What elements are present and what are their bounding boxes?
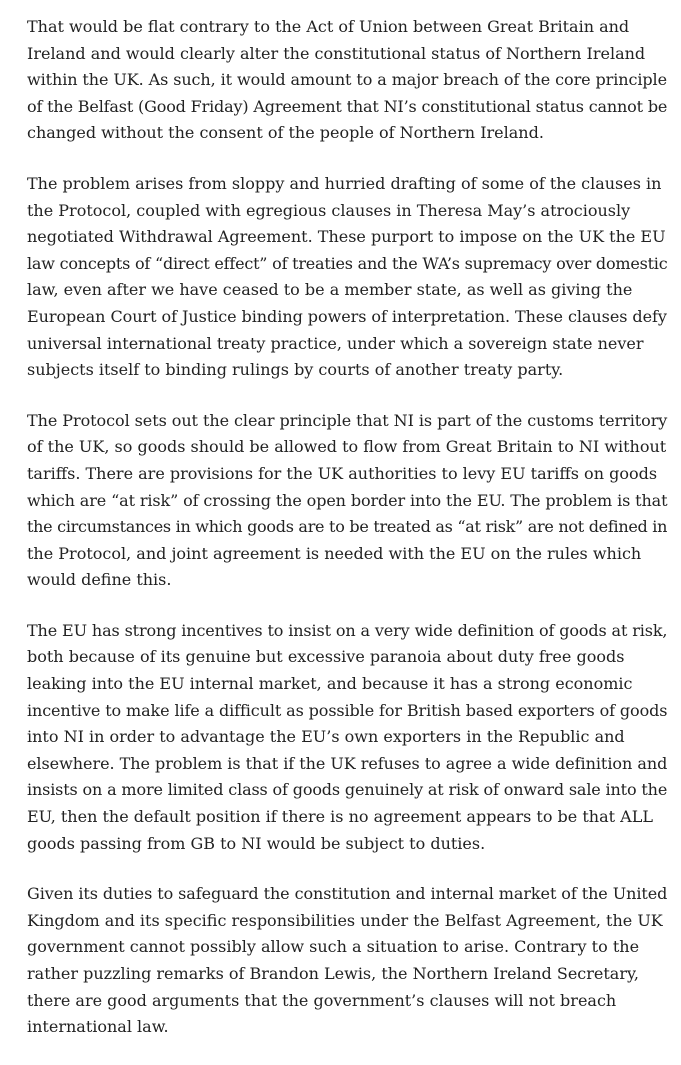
article-body — [27, 14, 667, 1065]
paragraph — [27, 618, 667, 857]
text-line: government cannot possibly allow such a situation to arise. Contrary to the — [27, 937, 640, 957]
text-line: law concepts of “direct effect” of treaties and the WA’s supremacy over domestic — [27, 253, 668, 273]
paragraph — [27, 881, 667, 1041]
text-line: of the Belfast (Good Friday) Agreement that NI’s constitutional status cannot be — [27, 96, 668, 116]
text-line: goods passing from GB to NI would be subject to duties. — [27, 833, 486, 853]
text-line: would define this. — [27, 570, 172, 590]
text-line: EU, then the default position if there is no agreement appears to be that ALL — [27, 807, 653, 827]
text-line: international law. — [27, 1017, 169, 1037]
text-line: tariffs. There are provisions for the UK authorities to levy EU tariffs on goods — [27, 463, 658, 483]
text-line: changed without the consent of the people of Northern Ireland. — [27, 123, 544, 143]
text-line: The EU has strong incentives to insist on a very wide definition of goods at risk, — [27, 620, 668, 640]
text-line: which are “at risk” of crossing the open border into the EU. The problem is that — [27, 490, 668, 510]
paragraph — [27, 14, 667, 147]
text-line: Kingdom and its specific responsibilities under the Belfast Agreement, the UK — [27, 910, 663, 930]
text-line: That would be flat contrary to the Act of Union between Great Britain and — [27, 17, 630, 36]
text-line: within the UK. As such, it would amount to a major breach of the core principle — [27, 70, 667, 90]
paragraph — [27, 171, 667, 384]
text-line: into NI in order to advantage the EU’s own exporters in the Republic and — [27, 727, 625, 747]
text-line: the Protocol, and joint agreement is needed with the EU on the rules which — [27, 543, 642, 563]
text-line: universal international treaty practice, under which a sovereign state never — [27, 333, 644, 353]
text-line: subjects itself to binding rulings by courts of another treaty party. — [27, 360, 564, 380]
text-line: European Court of Justice binding powers of interpretation. These clauses defy — [27, 306, 667, 326]
text-line: leaking into the EU internal market, and because it has a strong economic — [27, 674, 633, 694]
text-line: insists on a more limited class of goods genuinely at risk of onward sale into the — [27, 780, 668, 800]
text-line: both because of its genuine but excessive paranoia about duty free goods — [27, 647, 625, 667]
text-line: Given its duties to safeguard the constitution and internal market of the United — [27, 884, 668, 904]
text-line: there are good arguments that the government’s clauses will not breach — [27, 990, 617, 1010]
text-line: the circumstances in which goods are to be treated as “at risk” are not defined in — [27, 517, 668, 537]
text-line: the Protocol, coupled with egregious clauses in Theresa May’s atrociously — [27, 200, 631, 220]
text-line: incentive to make life a difficult as possible for British based exporters of goods — [27, 700, 668, 720]
text-line: of the UK, so goods should be allowed to flow from Great Britain to NI without — [27, 437, 667, 457]
text-line: law, even after we have ceased to be a member state, as well as giving the — [27, 280, 633, 300]
paragraph — [27, 408, 667, 594]
text-line: Ireland and would clearly alter the constitutional status of Northern Ireland — [27, 43, 646, 63]
text-line: negotiated Withdrawal Agreement. These purport to impose on the UK the EU — [27, 227, 666, 247]
text-line: elsewhere. The problem is that if the UK refuses to agree a wide definition and — [27, 753, 668, 773]
text-line: The Protocol sets out the clear principle that NI is part of the customs territory — [27, 410, 668, 430]
text-line: rather puzzling remarks of Brandon Lewis, the Northern Ireland Secretary, — [27, 964, 639, 983]
text-line: The problem arises from sloppy and hurried drafting of some of the clauses in — [27, 173, 662, 193]
